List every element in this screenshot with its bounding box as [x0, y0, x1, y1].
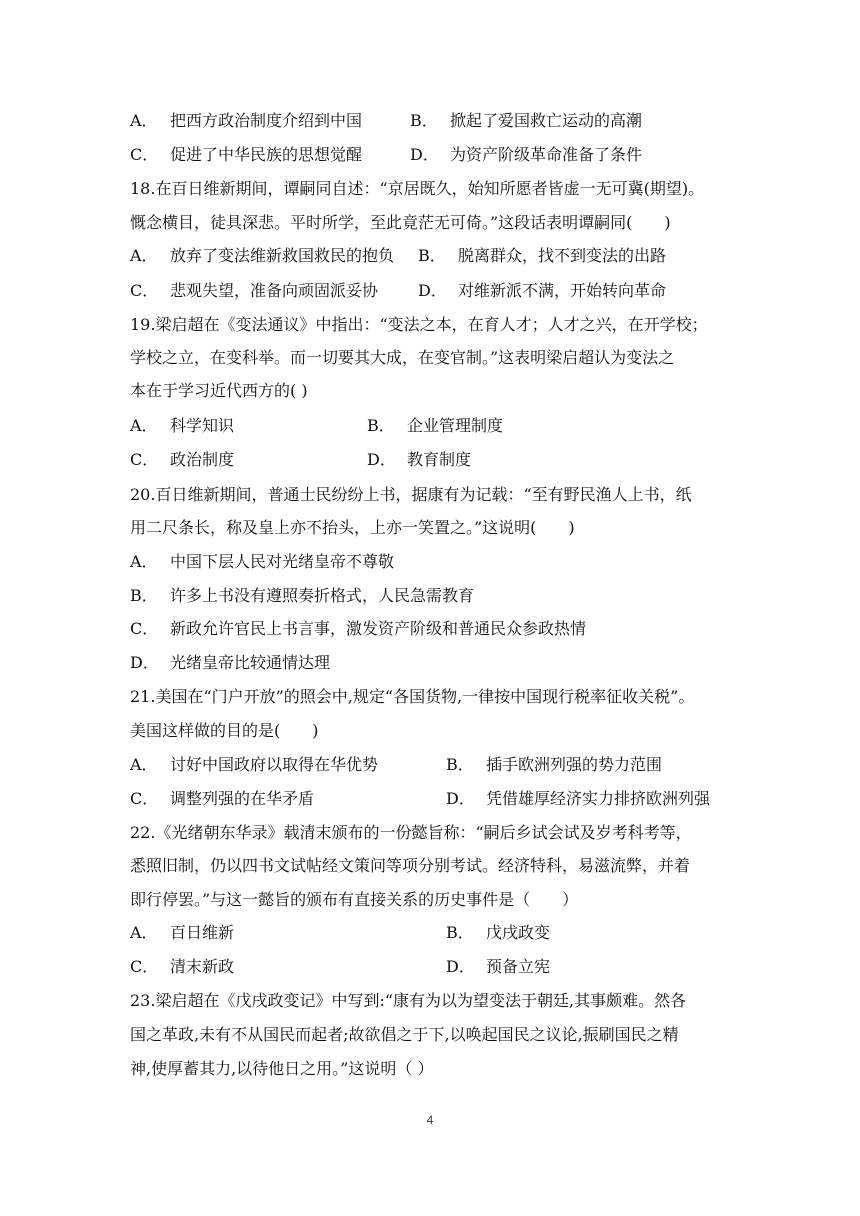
q17-option-a: A． 把西方政治制度介绍到中国	[130, 111, 363, 130]
q20-option-a: A． 中国下层人民对光绪皇帝不尊敬	[130, 552, 395, 571]
q20-option-d: D． 光绪皇帝比较通情达理	[130, 653, 331, 672]
q17-option-b: B． 掀起了爱国救亡运动的高潮	[410, 111, 643, 130]
q20-stem-line-2: 用二尺条长，称及皇上亦不抬头，上亦一笑置之。”这说明( )	[130, 518, 575, 537]
q18-option-a: A． 放弃了变法维新救国救民的抱负	[130, 246, 395, 265]
q20-stem-line-1: 20.百日维新期间，普通士民纷纷上书，据康有为记载：“至有野民渔人上书，纸	[130, 485, 692, 504]
q23-stem-line-2: 国之革政,未有不从国民而起者;故欲倡之于下,以唤起国民之议论,振刷国民之精	[130, 1025, 679, 1044]
q19-stem-line-3: 本在于学习近代西方的( )	[130, 381, 308, 400]
q19-stem-line-1: 19.梁启超在《变法通议》中指出：“变法之本，在育人才；人才之兴，在开学校；	[130, 315, 708, 334]
q18-stem-line-1: 18.在百日维新期间，谭嗣同自述：“京居既久，始知所愿者皆虚一无可冀(期望)。	[130, 179, 705, 198]
q23-stem-line-1: 23.梁启超在《戊戌政变记》中写到:“康有为以为望变法于朝廷,其事颇难。然各	[130, 991, 687, 1010]
q21-option-d: D． 凭借雄厚经济实力排挤欧洲列强	[446, 789, 711, 808]
q22-option-c: C． 清末新政	[130, 957, 235, 976]
q21-option-c: C． 调整列强的在华矛盾	[130, 789, 315, 808]
q22-option-b: B． 戊戌政变	[446, 923, 551, 942]
q22-option-d: D． 预备立宪	[446, 957, 551, 976]
q17-option-c: C． 促进了中华民族的思想觉醒	[130, 145, 363, 164]
q21-option-b: B． 插手欧洲列强的势力范围	[446, 755, 663, 774]
q19-option-a: A． 科学知识	[130, 416, 235, 435]
q18-stem-line-2: 慨念横目，徒具深悲。平时所学，至此竟茫无可倚。”这段话表明谭嗣同( )	[130, 213, 671, 232]
q21-stem-line-2: 美国这样做的目的是( )	[130, 721, 319, 740]
q20-option-c: C． 新政允许官民上书言事，激发资产阶级和普通民众参政热情	[130, 619, 587, 638]
q22-stem-line-3: 即行停罢。”与这一懿旨的颁布有直接关系的历史事件是（ ）	[130, 890, 579, 909]
q18-option-b: B． 脱离群众，找不到变法的出路	[418, 246, 667, 265]
q20-option-b: B． 许多上书没有遵照奏折格式，人民急需教育	[130, 586, 475, 605]
page-number: 4	[426, 1113, 434, 1127]
q17-option-d: D． 为资产阶级革命准备了条件	[410, 145, 643, 164]
q21-option-a: A． 讨好中国政府以取得在华优势	[130, 755, 379, 774]
q23-stem-line-3: 神,使厚蓄其力,以待他日之用。”这说明（ ）	[130, 1059, 434, 1078]
q19-option-c: C． 政治制度	[130, 450, 235, 469]
q21-stem-line-1: 21.美国在“门户开放”的照会中,规定“各国货物,一律按中国现行税率征收关税”。	[130, 687, 695, 706]
q19-stem-line-2: 学校之立，在变科举。而一切要其大成，在变官制。”这表明梁启超认为变法之	[130, 348, 675, 367]
q22-option-a: A． 百日维新	[130, 923, 235, 942]
q22-stem-line-2: 悉照旧制，仍以四书文试帖经文策问等项分别考试。经济特科，易滋流弊，并着	[130, 856, 691, 875]
q18-option-c: C． 悲观失望，准备向顽固派妥协	[130, 281, 379, 300]
q19-option-d: D． 教育制度	[367, 450, 472, 469]
q18-option-d: D． 对维新派不满，开始转向革命	[418, 281, 667, 300]
q22-stem-line-1: 22.《光绪朝东华录》载清末颁布的一份懿旨称：“嗣后乡试会试及岁考科考等，	[130, 823, 692, 842]
q19-option-b: B． 企业管理制度	[367, 416, 504, 435]
